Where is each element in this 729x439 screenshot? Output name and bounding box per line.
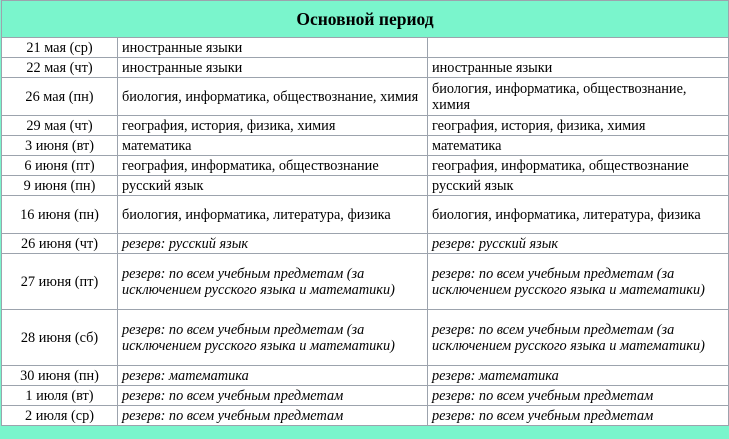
exam-date: 26 мая (пн)	[2, 78, 118, 116]
table-row	[2, 234, 729, 254]
exam-date: 30 июня (пн)	[2, 366, 118, 386]
table-row	[2, 406, 729, 426]
subjects-cell: резерв: по всем учебным предметам	[118, 406, 428, 426]
table-row	[2, 386, 729, 406]
subjects-cell: резерв: русский язык	[428, 234, 729, 254]
exam-date: 22 мая (чт)	[2, 58, 118, 78]
table-row	[2, 366, 729, 386]
table-row	[2, 176, 729, 196]
subjects-cell: резерв: по всем учебным предметам (за исключением русского языка и математики)	[428, 310, 729, 366]
subjects-cell: резерв: по всем учебным предметам	[118, 386, 428, 406]
subjects-cell: резерв: по всем учебным предметам	[428, 386, 729, 406]
subjects-cell: резерв: по всем учебным предметам (за исключением русского языка и математики)	[118, 310, 428, 366]
subjects-cell: математика	[428, 136, 729, 156]
subjects-cell: резерв: русский язык	[118, 234, 428, 254]
exam-date: 16 июня (пн)	[2, 196, 118, 234]
subjects-cell: география, история, физика, химия	[428, 116, 729, 136]
exam-date: 27 июня (пт)	[2, 254, 118, 310]
subjects-cell: биология, информатика, литература, физика	[428, 196, 729, 234]
table-row	[2, 58, 729, 78]
exam-date: 3 июня (вт)	[2, 136, 118, 156]
subjects-cell: иностранные языки	[118, 38, 428, 58]
exam-date: 26 июня (чт)	[2, 234, 118, 254]
subjects-cell: резерв: по всем учебным предметам (за исключением русского языка и математики)	[428, 254, 729, 310]
subjects-cell: резерв: математика	[428, 366, 729, 386]
exam-date: 29 мая (чт)	[2, 116, 118, 136]
exam-date: 1 июля (вт)	[2, 386, 118, 406]
table-row	[2, 156, 729, 176]
subjects-cell: резерв: по всем учебным предметам (за исключением русского языка и математики)	[118, 254, 428, 310]
table-row	[2, 254, 729, 310]
bottom-band	[0, 430, 729, 439]
subjects-cell: резерв: математика	[118, 366, 428, 386]
schedule-body	[2, 38, 729, 426]
exam-date: 28 июня (сб)	[2, 310, 118, 366]
table-row	[2, 78, 729, 116]
exam-date: 6 июня (пт)	[2, 156, 118, 176]
exam-date: 2 июля (ср)	[2, 406, 118, 426]
subjects-cell: география, история, физика, химия	[118, 116, 428, 136]
subjects-cell: география, информатика, обществознание	[118, 156, 428, 176]
exam-date: 21 мая (ср)	[2, 38, 118, 58]
table-row	[2, 136, 729, 156]
subjects-cell: русский язык	[428, 176, 729, 196]
subjects-cell: резерв: по всем учебным предметам	[428, 406, 729, 426]
subjects-cell: математика	[118, 136, 428, 156]
table-row	[2, 310, 729, 366]
schedule-table	[1, 0, 729, 426]
subjects-cell: русский язык	[118, 176, 428, 196]
table-row	[2, 196, 729, 234]
table-row	[2, 116, 729, 136]
subjects-cell	[428, 38, 729, 58]
subjects-cell: биология, информатика, обществознание, химия	[428, 78, 729, 116]
subjects-cell: биология, информатика, обществознание, химия	[118, 78, 428, 116]
subjects-cell: иностранные языки	[428, 58, 729, 78]
table-title: Основной период	[2, 1, 729, 38]
exam-date: 9 июня (пн)	[2, 176, 118, 196]
table-row	[2, 38, 729, 58]
title-row	[2, 1, 729, 38]
subjects-cell: география, информатика, обществознание	[428, 156, 729, 176]
subjects-cell: иностранные языки	[118, 58, 428, 78]
subjects-cell: биология, информатика, литература, физика	[118, 196, 428, 234]
